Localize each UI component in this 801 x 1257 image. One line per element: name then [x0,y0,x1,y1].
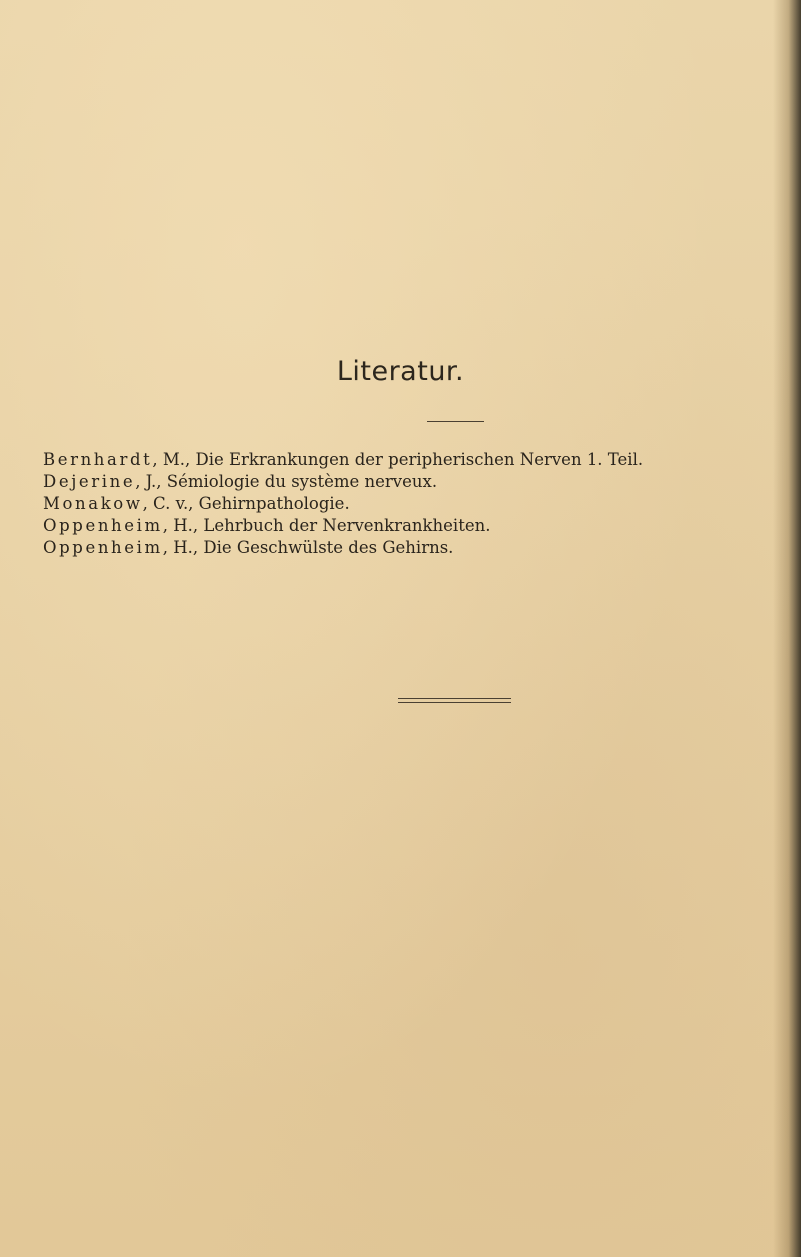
reference-author: Bernhardt [43,450,153,469]
reference-item [43,493,783,515]
page-title: Literatur. [336,356,465,387]
end-divider [398,698,511,703]
reference-item [43,537,783,559]
reference-item [43,515,783,537]
reference-item [43,471,783,493]
reference-author: Dejerine [43,472,136,491]
reference-details: , H., Lehrbuch der Nervenkrankheiten. [162,516,491,535]
reference-details: , C. v., Gehirnpathologie. [142,494,350,513]
reference-item [43,449,783,471]
reference-author: Monakow [43,494,143,513]
reference-details: , J., Sémiologie du système nerveux. [135,472,438,491]
reference-author: Oppenheim [43,516,163,535]
reference-author: Oppenheim [43,538,163,557]
reference-details: , H., Die Geschwülste des Gehirns. [162,538,454,557]
reference-list [43,449,783,559]
title-divider [427,421,484,422]
page-edge-shadow [773,0,801,1257]
reference-details: , M., Die Erkrankungen der peripherischen Nerven 1. Teil. [152,450,644,469]
